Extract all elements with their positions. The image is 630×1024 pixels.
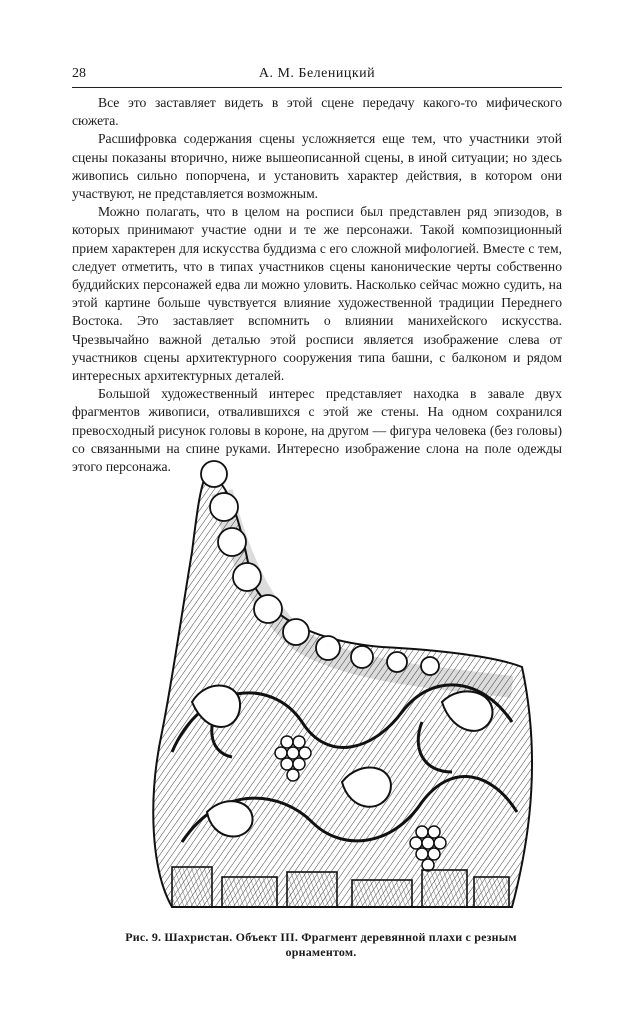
paragraph-1: Все это заставляет видеть в этой сцене передачу какого-то мифического сюжета. [72, 95, 562, 129]
paragraph-2: Расшифровка содержания сцены усложняется еще тем, что участники этой сцены показаны вторично, ниже вышеописанной сцены, в иной ситуации; но здесь живопись сильно попорчена, и установить характер действия, в котором они участвуют, не представляется возможным. [72, 131, 562, 202]
page-header [72, 66, 562, 86]
figure-caption: Рис. 9. Шахристан. Объект III. Фрагмент деревянной плахи с резным орнаментом. [125, 930, 517, 959]
paragraph-4: Большой художественный интерес представляет находка в завале двух фрагментов живописи, отвалившихся с этой же стены. На одном сохранился превосходный рисунок головы в короне, на другом — фигура человека (без головы) со связанными на спине руками. Интересно изображение слона на поле одежды этого персонажа. [72, 386, 562, 475]
header-rule [72, 87, 562, 88]
page-number: 28 [72, 66, 86, 81]
figure-carved-fragment [112, 452, 542, 922]
carved-plank-illustration [112, 452, 542, 922]
running-head: А. М. Беленицкий [258, 66, 376, 81]
paragraph-3: Можно полагать, что в целом на росписи был представлен ряд эпизодов, в которых принимают участие одни и те же персонажи. Такой композиционный прием характерен для искусства буддизма с его сложной мифологией. Вместе с тем, следует отметить, что в типах участников сцены канонические черты собственно буддийских персонажей едва ли можно уловить. Насколько сейчас можно судить, на этой картине больше чувствуется влияние художественной традиции Переднего Востока. Это заставляет вспомнить о влиянии манихейского искусства. Чрезвычайно важной деталью этой росписи является изображение слева от участников сцены архитектурного сооружения типа башни, с балконом и рядом интересных архитектурных деталей. [72, 204, 562, 384]
body-text [72, 94, 562, 476]
